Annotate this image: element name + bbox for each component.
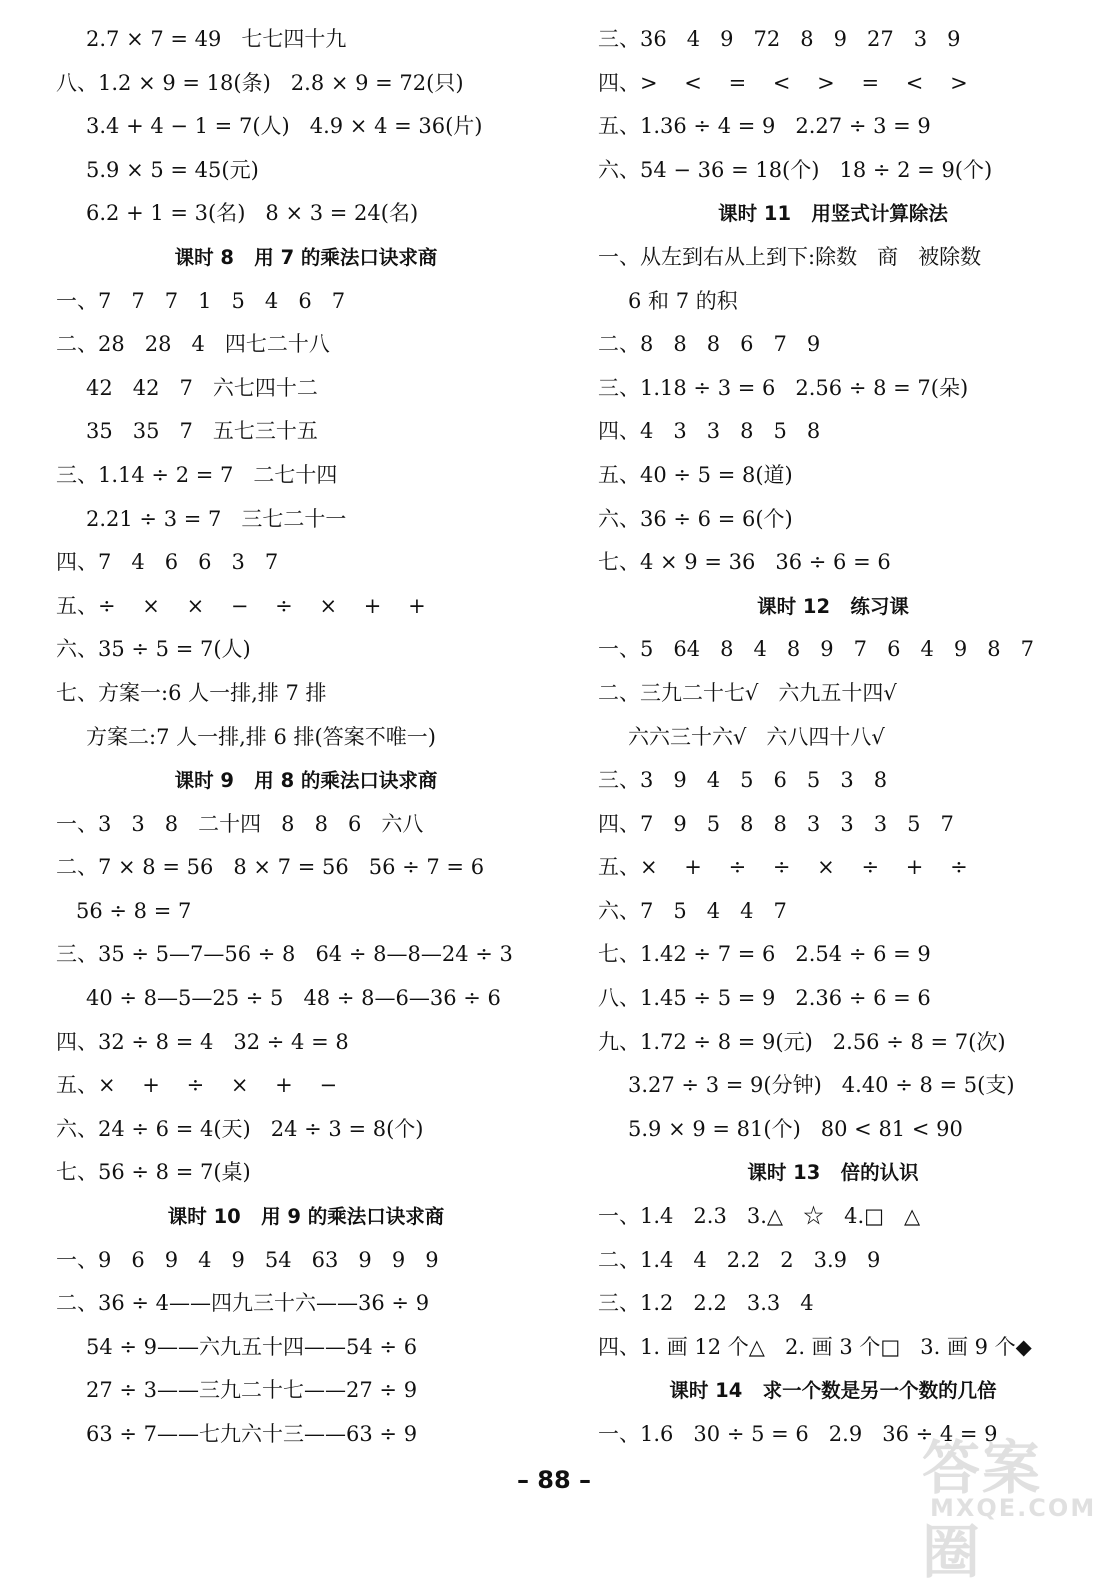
- answer-line: 一、1.6 30 ÷ 5 = 6 2.9 36 ÷ 4 = 9: [598, 1422, 998, 1446]
- answer-line: 一、从左到右从上到下:除数 商 被除数: [598, 244, 982, 269]
- lesson-heading: 课时 11 用竖式计算除法: [718, 202, 948, 226]
- answer-line: 方案二:7 人一排,排 6 排(答案不唯一): [86, 724, 436, 749]
- lesson-heading: 课时 12 练习课: [757, 594, 909, 618]
- answer-line: 二、36 ÷ 4——四九三十六——36 ÷ 9: [56, 1291, 430, 1316]
- answer-line: 3.4 + 4 − 1 = 7(人) 4.9 × 4 = 36(片): [86, 114, 483, 139]
- answer-line: 八、1.45 ÷ 5 = 9 2.36 ÷ 6 = 6: [598, 986, 931, 1011]
- answer-line: 五、× + ÷ ÷ × ÷ + ÷: [598, 855, 968, 880]
- answer-line: 七、1.42 ÷ 7 = 6 2.54 ÷ 6 = 9: [598, 942, 931, 967]
- lesson-heading: 课时 9 用 8 的乘法口诀求商: [174, 769, 438, 793]
- watermark-logo: [910, 1419, 1100, 1586]
- left-answer-column: [56, 18, 556, 1457]
- answer-line: 42 42 7 六七四十二: [86, 375, 318, 400]
- watermark-text: 答案圈: [922, 1434, 1043, 1586]
- watermark-url: MXQE.COM: [930, 1494, 1097, 1522]
- answer-line: 五、÷ × × − ÷ × + +: [56, 593, 426, 618]
- answer-line: 二、1.4 4 2.2 2 3.9 9: [598, 1247, 881, 1272]
- answer-line: 二、28 28 4 四七二十八: [56, 332, 330, 357]
- answer-line: 三、1.2 2.2 3.3 4: [598, 1291, 814, 1316]
- answer-line: 三、35 ÷ 5—7—56 ÷ 8 64 ÷ 8—8—24 ÷ 3: [56, 942, 513, 967]
- answer-line: 三、1.18 ÷ 3 = 6 2.56 ÷ 8 = 7(朵): [598, 375, 969, 400]
- answer-line: 三、36 4 9 72 8 9 27 3 9: [598, 27, 961, 51]
- answer-line: 四、7 4 6 6 3 7: [56, 550, 279, 575]
- answer-line: 七、56 ÷ 8 = 7(桌): [56, 1160, 251, 1185]
- answer-line: 五、× + ÷ × + −: [56, 1073, 338, 1098]
- answer-line: 2.21 ÷ 3 = 7 三七二十一: [86, 506, 347, 531]
- answer-line: 六、24 ÷ 6 = 4(天) 24 ÷ 3 = 8(个): [56, 1116, 424, 1141]
- answer-line: 一、3 3 8 二十四 8 8 6 六八: [56, 811, 424, 836]
- answer-line: 63 ÷ 7——七九六十三——63 ÷ 9: [86, 1422, 418, 1446]
- lesson-heading: 课时 8 用 7 的乘法口诀求商: [174, 245, 438, 269]
- answer-line: 九、1.72 ÷ 8 = 9(元) 2.56 ÷ 8 = 7(次): [598, 1029, 1006, 1054]
- answer-line: 一、7 7 7 1 5 4 6 7: [56, 288, 346, 313]
- answer-line: 七、4 × 9 = 36 36 ÷ 6 = 6: [598, 550, 891, 575]
- answer-line: 四、> < = < > = < >: [598, 70, 968, 95]
- answer-line: 四、4 3 3 8 5 8: [598, 419, 821, 444]
- answer-line: 四、32 ÷ 8 = 4 32 ÷ 4 = 8: [56, 1029, 349, 1054]
- lesson-heading: 课时 13 倍的认识: [747, 1161, 919, 1185]
- answer-line: 三、1.14 ÷ 2 = 7 二七十四: [56, 462, 338, 487]
- answer-line: 二、7 × 8 = 56 8 × 7 = 56 56 ÷ 7 = 6: [56, 855, 485, 880]
- answer-line: 八、1.2 × 9 = 18(条) 2.8 × 9 = 72(只): [56, 70, 464, 95]
- answer-line: 3.27 ÷ 3 = 9(分钟) 4.40 ÷ 8 = 5(支): [628, 1073, 1015, 1098]
- answer-line: 27 ÷ 3——三九二十七——27 ÷ 9: [86, 1378, 418, 1403]
- answer-line: 6.2 + 1 = 3(名) 8 × 3 = 24(名): [86, 201, 419, 226]
- lesson-heading: 课时 14 求一个数是另一个数的几倍: [669, 1379, 997, 1403]
- answer-line: 35 35 7 五七三十五: [86, 419, 318, 444]
- page-number: – 88 –: [516, 1466, 592, 1494]
- lesson-heading: 课时 10 用 9 的乘法口诀求商: [167, 1205, 445, 1229]
- answer-line: 五、40 ÷ 5 = 8(道): [598, 462, 793, 487]
- answer-line: 40 ÷ 8—5—25 ÷ 5 48 ÷ 8—6—36 ÷ 6: [86, 986, 501, 1011]
- answer-line: 六、35 ÷ 5 = 7(人): [56, 637, 251, 662]
- answer-line: 6 和 7 的积: [628, 288, 738, 313]
- answer-line: 六六三十六√ 六八四十八√: [628, 724, 885, 749]
- answer-line: 二、8 8 8 6 7 9: [598, 332, 821, 357]
- answer-line: 二、三九二十七√ 六九五十四√: [598, 680, 897, 705]
- right-answer-column: [598, 18, 1068, 1457]
- answer-line: 六、36 ÷ 6 = 6(个): [598, 506, 793, 531]
- answer-line: 四、1. 画 12 个△ 2. 画 3 个□ 3. 画 9 个◆: [598, 1334, 1032, 1359]
- answer-line: 六、54 − 36 = 18(个) 18 ÷ 2 = 9(个): [598, 157, 993, 182]
- answer-line: 五、1.36 ÷ 4 = 9 2.27 ÷ 3 = 9: [598, 114, 931, 139]
- answer-line: 一、5 64 8 4 8 9 7 6 4 9 8 7: [598, 637, 1034, 662]
- answer-line: 54 ÷ 9——六九五十四——54 ÷ 6: [86, 1334, 418, 1359]
- answer-line: 一、1.4 2.3 3.△ ☆ 4.□ △: [598, 1204, 921, 1229]
- answer-line: 56 ÷ 8 = 7: [76, 898, 192, 923]
- answer-line: 5.9 × 9 = 81(个) 80 < 81 < 90: [628, 1116, 963, 1141]
- answer-line: 5.9 × 5 = 45(元): [86, 157, 259, 182]
- answer-line: 三、3 9 4 5 6 5 3 8: [598, 768, 888, 793]
- answer-line: 一、9 6 9 4 9 54 63 9 9 9: [56, 1247, 439, 1272]
- answer-line: 七、方案一:6 人一排,排 7 排: [56, 680, 327, 705]
- answer-line: 2.7 × 7 = 49 七七四十九: [86, 27, 347, 51]
- answer-line: 四、7 9 5 8 8 3 3 3 5 7: [598, 811, 954, 836]
- answer-line: 六、7 5 4 4 7: [598, 898, 787, 923]
